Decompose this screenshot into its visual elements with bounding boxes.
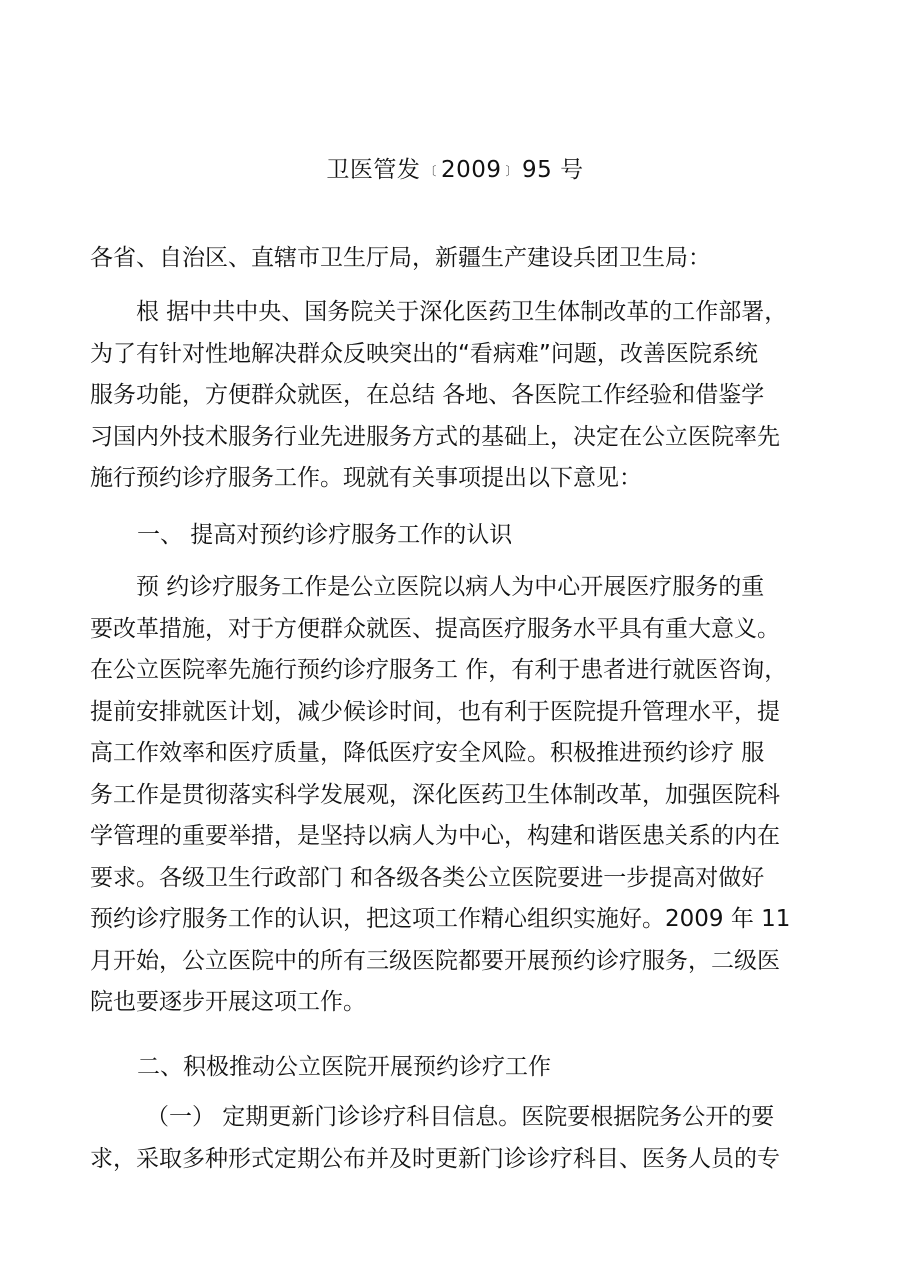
paragraph-line: 习国内外技术服务行业先进服务方式的基础上，决定在公立医院率先 (90, 423, 780, 450)
paragraph-line: 要求。各级卫生行政部门 和各级各类公立医院要进一步提高对做好 (90, 864, 765, 891)
doc-number-bracket-close: 〕 (505, 164, 518, 178)
paragraph-line: 根 据中共中央、国务院关于深化医药卫生体制改革的工作部署， (136, 299, 788, 325)
paragraph-section-2 (90, 1097, 830, 1180)
paragraph-line: 务工作是贯彻落实科学发展观，深化医药卫生体制改革，加强医院科 (90, 781, 780, 808)
paragraph-line: 求，采取多种形式定期公布并及时更新门诊诊疗科目、医务人员的专 (90, 1145, 780, 1172)
paragraph-line: 为了有针对性地解决群众反映突出的“看病难”问题，改善医院系统 (90, 340, 758, 367)
paragraph-line: 要改革措施，对于方便群众就医、提高医疗服务水平具有重大意义。 (90, 615, 780, 642)
paragraph-line: 月开始，公立医院中的所有三级医院都要开展预约诊疗服务，二级医 (90, 947, 780, 974)
salutation: 各省、自治区、直辖市卫生厅局，新疆生产建设兵团卫生局： (90, 245, 711, 271)
paragraph-line: 预 约诊疗服务工作是公立医院以病人为中心开展医疗服务的重 (136, 574, 765, 600)
doc-number-suffix: 95 号 (522, 157, 584, 183)
paragraph-line: 提前安排就医计划，减少候诊时间，也有利于医院提升管理水平，提 (90, 698, 780, 725)
doc-number-prefix: 卫医管发 (326, 157, 421, 183)
paragraph-intro (90, 292, 830, 500)
paragraph-line: （一） 定期更新门诊诊疗科目信息。医院要根据院务公开的要 (146, 1104, 775, 1130)
paragraph-section-1 (90, 567, 830, 1024)
doc-number-year: 2009 (440, 157, 502, 183)
paragraph-line: 高工作效率和医疗质量，降低医疗安全风险。积极推进预约诊疗 服 (90, 740, 765, 766)
paragraph-line: 学管理的重要举措，是坚持以病人为中心，构建和谐医患关系的内在 (90, 823, 780, 849)
paragraph-line: 施行预约诊疗服务工作。现就有关事项提出以下意见： (90, 465, 642, 491)
document-number (0, 152, 910, 189)
paragraph-line: 预约诊疗服务工作的认识，把这项工作精心组织实施好。2009 年 11 (90, 906, 791, 932)
section-heading-1: 一、 提高对预约诊疗服务工作的认识 (137, 522, 513, 548)
paragraph-line: 院也要逐步开展这项工作。 (90, 989, 366, 1015)
section-heading-2: 二、积极推动公立医院开展预约诊疗工作 (137, 1054, 551, 1080)
paragraph-line: 在公立医院率先施行预约诊疗服务工 作，有利于患者进行就医咨询， (90, 657, 788, 683)
doc-number-bracket-open: 〔 (424, 164, 437, 178)
paragraph-line: 服务功能，方便群众就医，在总结 各地、各医院工作经验和借鉴学 (90, 382, 765, 408)
